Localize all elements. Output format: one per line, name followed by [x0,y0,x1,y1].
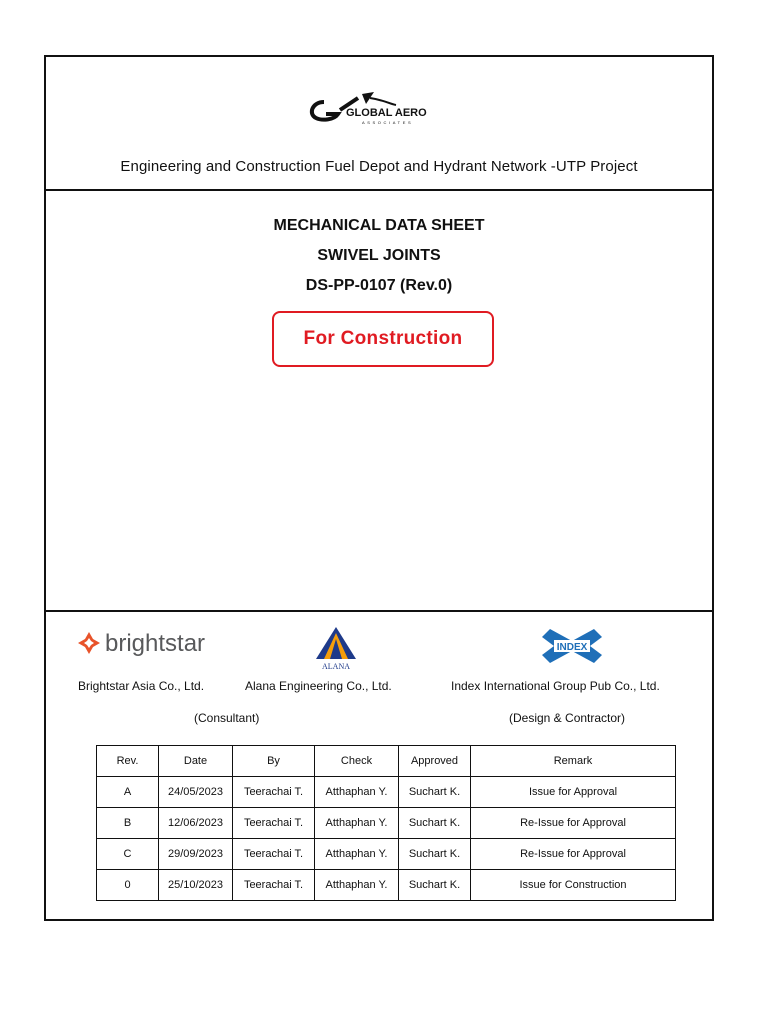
revision-table [96,745,676,901]
company-brightstar: Brightstar Asia Co., Ltd. [78,679,205,693]
header-remark: Remark [471,746,676,777]
document-subject: SWIVEL JOINTS [317,247,441,264]
role-design-contractor: (Design & Contractor) [509,711,626,725]
global-aero-logo [304,90,470,134]
svg-text:GLOBAL AERO: GLOBAL AERO [346,107,427,119]
cell-remark: Re-Issue for Approval [471,839,676,870]
role-consultant: (Consultant) [194,711,260,725]
cell-check: Atthaphan Y. [315,808,399,839]
cell-by: Teerachai T. [233,808,315,839]
construction-stamp [272,311,494,367]
cell-check: Atthaphan Y. [315,839,399,870]
header-date: Date [159,746,233,777]
document-type: MECHANICAL DATA SHEET [273,217,485,234]
header-by: By [233,746,315,777]
cell-approved: Suchart K. [399,808,471,839]
svg-text:INDEX: INDEX [556,642,588,653]
svg-text:ALANA: ALANA [322,662,350,671]
svg-text:brightstar: brightstar [105,630,206,657]
cell-approved: Suchart K. [399,777,471,808]
alana-logo [306,625,366,671]
document-sheet [44,55,714,921]
cell-approved: Suchart K. [399,870,471,901]
stamp-text: For Construction [303,328,463,349]
header-rev: Rev. [97,746,159,777]
cell-date: 24/05/2023 [159,777,233,808]
table-row [97,839,676,870]
header-approved: Approved [399,746,471,777]
cell-remark: Issue for Approval [471,777,676,808]
cell-rev: A [97,777,159,808]
revision-header-row [97,746,676,777]
cell-date: 29/09/2023 [159,839,233,870]
cell-by: Teerachai T. [233,839,315,870]
document-number: DS-PP-0107 (Rev.0) [305,277,453,294]
cell-rev: C [97,839,159,870]
footer-divider [46,610,712,612]
cell-by: Teerachai T. [233,777,315,808]
company-index: Index International Group Pub Co., Ltd. [451,679,660,693]
table-row [97,808,676,839]
cell-by: Teerachai T. [233,870,315,901]
project-title: Engineering and Construction Fuel Depot and Hydrant Network -UTP Project [120,158,638,175]
index-logo [540,627,604,665]
cell-remark: Issue for Construction [471,870,676,901]
header-check: Check [315,746,399,777]
table-row [97,870,676,901]
cell-check: Atthaphan Y. [315,777,399,808]
table-row [97,777,676,808]
cell-remark: Re-Issue for Approval [471,808,676,839]
brightstar-logo [77,626,217,660]
cell-rev: 0 [97,870,159,901]
cell-approved: Suchart K. [399,839,471,870]
cell-date: 25/10/2023 [159,870,233,901]
company-alana: Alana Engineering Co., Ltd. [245,679,392,693]
cell-rev: B [97,808,159,839]
svg-text:ASSOCIATES: ASSOCIATES [362,120,414,125]
cell-check: Atthaphan Y. [315,870,399,901]
header-divider [46,189,712,191]
cell-date: 12/06/2023 [159,808,233,839]
